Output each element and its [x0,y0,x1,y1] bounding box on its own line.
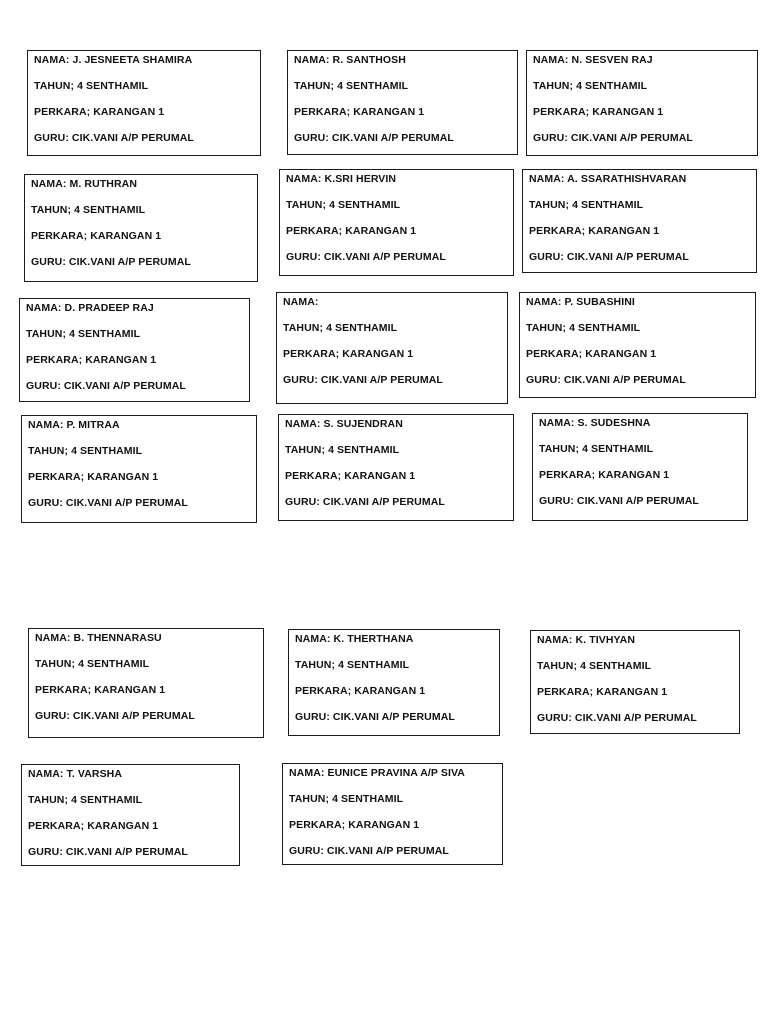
label-guru: GURU: CIK.VANI A/P PERUMAL [286,251,446,263]
label-guru: GURU: CIK.VANI A/P PERUMAL [285,496,445,508]
label-tahun: TAHUN; 4 SENTHAMIL [283,322,398,334]
label-perkara: PERKARA; KARANGAN 1 [537,686,668,698]
label-nama: NAMA: K. THERTHANA [295,633,414,645]
label-nama: NAMA: A. SSARATHISHVARAN [529,173,687,185]
label-nama: NAMA: P. SUBASHINI [526,296,635,308]
name-label-card [28,628,264,738]
label-guru: GURU: CIK.VANI A/P PERUMAL [537,712,697,724]
label-tahun: TAHUN; 4 SENTHAMIL [289,793,404,805]
label-guru: GURU: CIK.VANI A/P PERUMAL [26,380,186,392]
label-nama: NAMA: P. MITRAA [28,419,120,431]
label-perkara: PERKARA; KARANGAN 1 [533,106,664,118]
name-label-card [288,629,500,736]
name-label-card [19,298,250,402]
label-perkara: PERKARA; KARANGAN 1 [28,820,159,832]
label-perkara: PERKARA; KARANGAN 1 [289,819,420,831]
name-label-card [530,630,740,734]
label-nama: NAMA: S. SUJENDRAN [285,418,403,430]
label-guru: GURU: CIK.VANI A/P PERUMAL [294,132,454,144]
label-perkara: PERKARA; KARANGAN 1 [28,471,159,483]
name-label-card [21,415,257,523]
label-tahun: TAHUN; 4 SENTHAMIL [294,80,409,92]
label-guru: GURU: CIK.VANI A/P PERUMAL [539,495,699,507]
label-guru: GURU: CIK.VANI A/P PERUMAL [28,846,188,858]
name-label-card [532,413,748,521]
name-label-card [282,763,503,865]
label-guru: GURU: CIK.VANI A/P PERUMAL [529,251,689,263]
label-tahun: TAHUN; 4 SENTHAMIL [537,660,652,672]
label-guru: GURU: CIK.VANI A/P PERUMAL [31,256,191,268]
label-perkara: PERKARA; KARANGAN 1 [539,469,670,481]
name-label-card [27,50,261,156]
label-guru: GURU: CIK.VANI A/P PERUMAL [526,374,686,386]
label-nama: NAMA: [283,296,319,308]
label-nama: NAMA: EUNICE PRAVINA A/P SIVA [289,767,465,779]
label-tahun: TAHUN; 4 SENTHAMIL [533,80,648,92]
label-nama: NAMA: T. VARSHA [28,768,123,780]
label-tahun: TAHUN; 4 SENTHAMIL [34,80,149,92]
label-perkara: PERKARA; KARANGAN 1 [285,470,416,482]
label-perkara: PERKARA; KARANGAN 1 [35,684,166,696]
label-tahun: TAHUN; 4 SENTHAMIL [28,445,143,457]
label-perkara: PERKARA; KARANGAN 1 [526,348,657,360]
label-perkara: PERKARA; KARANGAN 1 [286,225,417,237]
label-nama: NAMA: J. JESNEETA SHAMIRA [34,54,193,66]
label-tahun: TAHUN; 4 SENTHAMIL [526,322,641,334]
label-guru: GURU: CIK.VANI A/P PERUMAL [28,497,188,509]
label-nama: NAMA: N. SESVEN RAJ [533,54,653,66]
label-tahun: TAHUN; 4 SENTHAMIL [286,199,401,211]
name-label-card [279,169,514,276]
label-tahun: TAHUN; 4 SENTHAMIL [295,659,410,671]
label-perkara: PERKARA; KARANGAN 1 [529,225,660,237]
label-perkara: PERKARA; KARANGAN 1 [34,106,165,118]
label-nama: NAMA: R. SANTHOSH [294,54,406,66]
label-guru: GURU: CIK.VANI A/P PERUMAL [533,132,693,144]
label-perkara: PERKARA; KARANGAN 1 [31,230,162,242]
label-nama: NAMA: M. RUTHRAN [31,178,137,190]
label-nama: NAMA: K. TIVHYAN [537,634,636,646]
label-guru: GURU: CIK.VANI A/P PERUMAL [35,710,195,722]
name-label-card [526,50,758,156]
name-label-card [21,764,240,866]
label-perkara: PERKARA; KARANGAN 1 [283,348,414,360]
label-guru: GURU: CIK.VANI A/P PERUMAL [34,132,194,144]
label-tahun: TAHUN; 4 SENTHAMIL [529,199,644,211]
label-tahun: TAHUN; 4 SENTHAMIL [26,328,141,340]
name-label-card [24,174,258,282]
label-tahun: TAHUN; 4 SENTHAMIL [28,794,143,806]
label-guru: GURU: CIK.VANI A/P PERUMAL [283,374,443,386]
label-perkara: PERKARA; KARANGAN 1 [26,354,157,366]
label-nama: NAMA: S. SUDESHNA [539,417,651,429]
name-label-card [287,50,518,155]
label-nama: NAMA: B. THENNARASU [35,632,162,644]
name-label-card [278,414,514,521]
label-guru: GURU: CIK.VANI A/P PERUMAL [295,711,455,723]
label-guru: GURU: CIK.VANI A/P PERUMAL [289,845,449,857]
name-label-card [276,292,508,404]
label-tahun: TAHUN; 4 SENTHAMIL [539,443,654,455]
name-label-card [522,169,757,273]
label-perkara: PERKARA; KARANGAN 1 [294,106,425,118]
label-tahun: TAHUN; 4 SENTHAMIL [285,444,400,456]
name-label-card [519,292,756,398]
label-perkara: PERKARA; KARANGAN 1 [295,685,426,697]
label-nama: NAMA: K.SRI HERVIN [286,173,397,185]
label-nama: NAMA: D. PRADEEP RAJ [26,302,154,314]
label-tahun: TAHUN; 4 SENTHAMIL [31,204,146,216]
label-tahun: TAHUN; 4 SENTHAMIL [35,658,150,670]
